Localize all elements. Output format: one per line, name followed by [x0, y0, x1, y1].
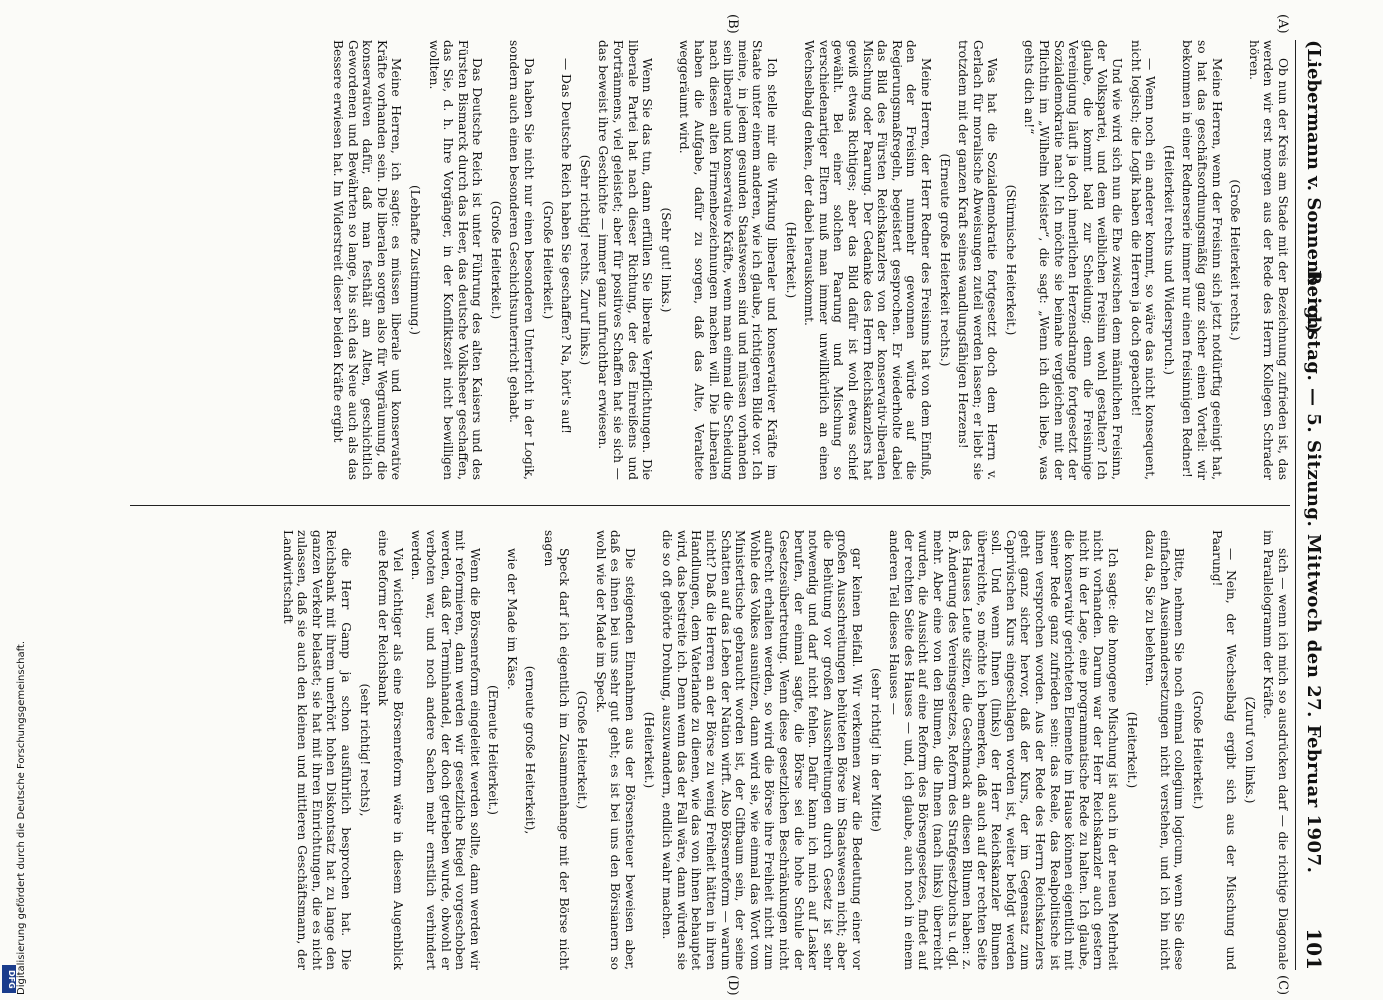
paragraph: (Lebhafte Zustimmung.): [407, 184, 422, 336]
paragraph: Meine Herren, der Herr Redner des Freisinns hat von dem Einfluß, den der Freisinn nunmehr gewonnen würde auf die Regierungsmaßregeln, begeistert gesprochen. Er wiederholte dabei das Bild des Fürsten Reichskanzlers von der konservativ-liberalen Mischung oder Paarung. Der Gedanke des Herrn Reichskanzlers hat gewiß etwas Richtiges; aber das Bild dafür ist wohl etwas schief gewählt. Bei einer solchen Paarung und Mischung so verschiedenartiger Eltern muß man immer unwillkürlich an einen Wechselbalg denken, der dabei herauskommt.: [802, 40, 933, 480]
paragraph: Viel wichtiger als eine Börsenreform wäre in diesem Augenblick eine Reform der Reichsbank: [376, 530, 405, 970]
paragraph: Ich sagte: die homogene Mischung ist auch in der neuen Mehrheit nicht vorhanden. Darum war der Herr Reichskanzler auch gestern nicht in der Lage, eine programmatische Rede zu halten. Ich glaube, die konservativ gerichteten Elemente im Hause können eigentlich mit seiner Rede ganz zufrieden sein: das Reale, das Realpolitische ist ihnen versprochen worden. Aus der Rede des Herrn Reichskanzlers geht ganz sicher hervor, daß der Kurs, der im Gegensatz zum Caprivischen Kurs eingeschlagen worden ist, weiter befolgt werden soll. Und wenn Ihnen (links) der Herr Reichskanzler Blumen überreichte, so möchte ich bemerken, daß auch auf der rechten Seite des Hauses Leute sitzen, die Geschmack an diesen Blumen haben: z. B. Änderung des Vereinsgesetzes, Reform des Strafgesetzbuchs u. dgl. mehr. Aber eine von den Blumen, die Ihnen (nach links) überreicht wurden, die Aussicht auf eine Reform des Börsengesetzes, findet auf der rechten Seite des Hauses — und, ich glaube, auch noch in einem anderen Teil dieses Hauses —: [887, 530, 1121, 970]
paragraph: (Stürmische Heiterkeit.): [1003, 184, 1018, 336]
paragraph: Die steigenden Einnahmen aus der Börsensteuer beweisen aber, daß es ihnen bei uns sehr gut geht; es ist bei uns den Börsianern so wohl wie der Made im Speck.: [593, 530, 638, 970]
rotated-page-content: [75, 14, 1330, 996]
margin-mark-c: (C): [1275, 975, 1290, 996]
paragraph: (sehr richtig! in der Mitte): [868, 667, 883, 832]
column-divider: [130, 505, 1290, 506]
paragraph: (Große Heiterkeit rechts.): [1228, 179, 1243, 341]
paragraph: (Zuruf von links.): [1242, 696, 1257, 804]
paragraph: (Heiterkeit.): [641, 711, 656, 789]
paragraph: (Große Heiterkeit.): [488, 200, 503, 320]
paragraph: — Wenn noch ein anderer kommt, so wäre das nicht konsequent, nicht logisch; die Logik haben die Herren ja doch gepachtet!: [1128, 40, 1158, 480]
paragraph: Was hat die Sozialdemokratie fortgesetzt doch dem Herrn v. Gerlach für moralische Abweisungen zuteil werden lassen; er liebt sie trotzdem mit der ganzen Kraft seines wandlungsfähigen Herzens!: [956, 40, 1000, 480]
page-header: [1295, 40, 1330, 970]
paragraph: Meine Herren, ich sagte: es müssen liberale und konservative Kräfte vorhanden sein. Die liberalen sorgen also für Wegräumung, die konservativen dafür, daß man festhält am Alten, geschichtlich Gewordenen und Bewährten so lange, bis sich das Neue auch als das Bessere erwiesen hat. Im Widerstreit dieser beiden Kräfte ergibt: [330, 40, 404, 480]
paragraph: Das Deutsche Reich ist unter Führung des alten Kaisers und des Fürsten Bismarck durch das Heer, das deutsche Volksheer geschaffen, das Sie, d. h. Ihre Vorgänger, in der Konfliktszeit nicht bewilligen wollten.: [426, 40, 485, 480]
right-text-column: [90, 530, 1290, 970]
paragraph: — Nein, der Wechselbalg ergibt sich aus der Mischung und Paarung!: [1209, 530, 1239, 970]
paragraph: sich — wenn ich mich so ausdrücken darf — die richtige Diagonale im Parallelogramm der Kräfte.: [1261, 530, 1290, 970]
paragraph: (Sehr gut! links.): [658, 207, 673, 313]
paragraph: Speck darf ich eigentlich im Zusammenhange mit der Börse nicht sagen: [542, 530, 571, 970]
paragraph: Und wie wird sich nun die Ehe zwischen dem männlichen Freisinn, der Volkspartei, und dem weiblichen Freisinn wohl gestalten? Ich glaube, die kommt bald zur Scheidung; denn die Freisinnige Vereinigung läuft ja doch innerlichen Herzensdrange fortgesetzt der Sozialdemokratie nach! Ich möchte sie beinahe vergleichen mit der Pflichtin im „Wilhelm Meister“, die sagt: „Wenn ich dich liebe, was gehts dich an!“: [1022, 40, 1125, 480]
paragraph: — Das Deutsche Reich haben Sie geschaffen? Na, hört's auf!: [559, 58, 574, 434]
dfg-logo: DFG: [2, 965, 16, 993]
paragraph: (Große Heiterkeit.): [540, 200, 555, 320]
page-number: 101: [1302, 928, 1326, 970]
paragraph: wie der Made im Käse.: [504, 548, 519, 690]
margin-mark-b: (B): [725, 14, 740, 34]
paragraph: (erneute große Heiterkeit),: [523, 665, 538, 835]
paragraph: (Erneute große Heiterkeit rechts.): [937, 153, 952, 367]
paragraph: (Erneute Heiterkeit.): [486, 684, 501, 816]
paragraph: gar keinen Beifall. Wir verkennen zwar die Bedeutung einer vor großen Ausschreitungen behüteten Börse im Staatswesen nicht; aber die Behütung vor großen Ausschreitungen durch Gesetz ist sehr notwendig und darf nicht fehlen. Dafür kann ich mich auf Lasker berufen, der einmal sagte, die Börse sei die hohe Schule der Gesetzesübertretung. Wenn diese gesetzlichen Beschränkungen nicht aufrecht erhalten werden, so wird die Börse ihre Freiheit nicht zum Wohle des Volkes ausnützen, dann wird sie, wie einmal das Wort vom Ministertische gebraucht worden ist, der Giftbaum sein, der seine Schatten auf das Leben der Nation wirft. Also Börsenreform — warum nicht? Daß die Herren an der Börse zu wenig Freiheit hätten in ihren Handlungen, dem Vaterlande zu dienen, wie das von ihnen behauptet wird, das bestreite ich. Denn wenn das der Fall wäre, dann würden sie die so oft gehörte Drohung, auszuwandern, endlich wahr machen.: [660, 530, 864, 970]
paragraph: (Heiterkeit.): [783, 221, 798, 299]
paragraph: Ich stelle mir die Wirkung liberaler und konservativer Kräfte im Staate unter einem anderen, wie ich glaube, richtigeren Bilde vor. Ich meine, in jedem gesunden Staatswesen sind und müssen vorhanden sein liberale und konservative Kräfte, wenn man einmal die Scheidung nach diesen alten Firmenbezeichnungen machen will. Die Liberalen haben die Aufgabe, dafür zu sorgen, daß das Alte, Veraltete weggeräumt wird.: [677, 40, 779, 480]
paragraph: (sehr richtig! rechts),: [357, 683, 372, 817]
paragraph: Bitte, nehmen Sie noch einmal collegium logicum, wenn Sie diese einfachen Auseinandersetzungen nicht verstehen, und ich bin nicht dazu da, Sie zu belehren.: [1143, 530, 1187, 970]
paragraph: (Sehr richtig! rechts. Zuruf links.): [577, 154, 592, 366]
paragraph: Wenn Sie das tun, dann erfüllen Sie liberale Verpflichtungen. Die liberale Partei hat nach dieser Richtung, der des Einreißens und Fortränmens, viel geleistet; aber für positives Schaffen hat sie sich — das beweist ihre Geschichte — immer ganz unfruchtbar erwiesen.: [596, 40, 655, 480]
footer-credit: Digitalisierung gefördert durch die Deutsche Forschungsgemeinschaft.: [16, 640, 27, 995]
session-title: Reichstag. — 5. Sitzung. Mittwoch den 27. Februar 1907.: [1303, 270, 1324, 874]
paragraph: Da haben Sie nicht nur einen besonderen Unterricht in der Logik, sondern auch einen besonderen Geschichtsunterricht gehabt.: [507, 40, 537, 480]
paragraph: Ob nun der Kreis am Stade mit der Bezeichnung zufrieden ist, das werden wir erst morgen aus der Rede des Herrn Kollegen Schrader hören.: [1246, 40, 1290, 480]
left-text-column: [90, 40, 1290, 480]
margin-mark-d: (D): [725, 975, 740, 996]
paragraph: (Heiterkeit rechts und Widerspruch.): [1161, 145, 1176, 375]
paragraph: (Große Heiterkeit.): [1191, 690, 1206, 810]
paragraph: die Herr Gamp ja schon ausführlich besprochen hat. Die Reichsbank mit ihrem unerhört hohen Diskontsatz hat zu lange den ganzen Verkehr belastet; sie hat mit ihren Einrichtungen, die es nicht zulassen, daß sie auch den kleinen und mittleren Geschäftsmann, der Landwirtschaft: [280, 530, 353, 970]
paragraph: Wenn die Börsenreform eingeleitet werden sollte, dann werden wir mit reformieren, dann werden wir gesetzliche Riegel vorgeschoben werden, daß der Terminhandel, der doch getrieben wurde, obwohl er verboten war, und noch andere Sachen mehr ernstlich verhindert werden.: [409, 530, 482, 970]
margin-mark-a: (A): [1275, 14, 1290, 34]
paragraph: Meine Herren, wenn der Freisinn sich jetzt notdürftig geeinigt hat, so hat das geschäftsordnungsmäßig ganz sicher einen Vorteil: wir bekommen in einer Rednerserie immer nur einen freisinnigen Redner!: [1180, 40, 1224, 480]
paragraph: (Heiterkeit.): [1124, 711, 1139, 789]
paragraph: (Große Heiterkeit.): [575, 690, 590, 810]
speaker-name: (Liebermann v. Sonnenberg.): [1303, 40, 1324, 334]
